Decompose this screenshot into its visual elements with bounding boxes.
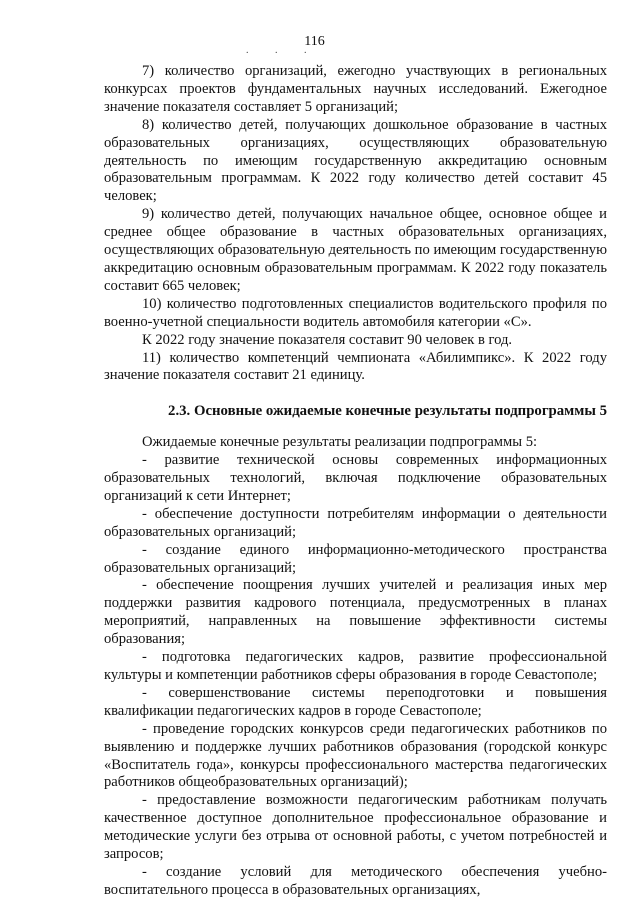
list-item-information-access: - обеспечение доступности потребителям информации о деятельности образовательных организаций; bbox=[104, 505, 607, 540]
page-body bbox=[104, 63, 607, 900]
list-item-teacher-rewards: - обеспечение поощрения лучших учителей и реализация иных мер поддержки развития кадрового потенциала, предусмотренных в планах мероприятий, направленных на повышение эффективности системы образования; bbox=[104, 577, 607, 648]
paragraph-indicator-10: 10) количество подготовленных специалистов водительского профиля по военно-учетной специальности водитель автомобиля категории «С». bbox=[104, 295, 607, 330]
paragraph-indicator-10-value: К 2022 году значение показателя составит 90 человек в год. bbox=[142, 331, 513, 348]
list-item-teacher-training: - подготовка педагогических кадров, развитие профессиональной культуры и компетенции работников сферы образования в городе Севастополе; bbox=[104, 649, 607, 683]
list-item-retraining-system: - совершенствование системы переподготовки и повышения квалификации педагогических кадров в городе Севастополе; bbox=[104, 684, 607, 719]
list-item-city-contests: - проведение городских конкурсов среди педагогических работников по выявлению и поддержке лучших работников образования (городской конкурс «Воспитатель года», конкурсы профессионального мастерства педагогических работников общеобразовательных организаций); bbox=[104, 720, 607, 791]
paragraph-indicator-9: 9) количество детей, получающих начальное общее, основное общее и среднее общее образование в частных образовательных организациях, осуществляющих образовательную деятельность по имеющим государственную аккредитацию основным образовательным программам. К 2022 году показатель составит 665 человек; bbox=[104, 206, 607, 294]
paragraph-results-intro: Ожидаемые конечные результаты реализации подпрограммы 5: bbox=[142, 434, 538, 451]
paragraph-indicator-11: 11) количество компетенций чемпионата «Абилимпикс». К 2022 году значение показателя составит 21 единицу. bbox=[104, 349, 607, 384]
page-number: 116 bbox=[304, 34, 325, 49]
list-item-methodical-support: - создание условий для методического обеспечения учебно-воспитательного процесса в образовательных организациях, bbox=[104, 863, 607, 898]
section-heading: 2.3. Основные ожидаемые конечные результаты подпрограммы 5 bbox=[168, 403, 607, 420]
list-item-unified-space: - создание единого информационно-методического пространства образовательных организаций; bbox=[104, 541, 607, 576]
paragraph-indicator-8: 8) количество детей, получающих дошкольное образование в частных образовательных организациях, осуществляющих образовательную деятельность по имеющим государственную аккредитацию основным образовательным программам. К 2022 году количество детей составит 45 человек; bbox=[104, 116, 607, 205]
paragraph-indicator-7: 7) количество организаций, ежегодно участвующих в региональных конкурсах проектов фундаментальных научных исследований. Ежегодное значение показателя составляет 5 организаций; bbox=[104, 63, 607, 115]
scan-dots: . . . bbox=[246, 45, 319, 56]
list-item-technical-base: - развитие технической основы современных информационных образовательных технологий, включая подключение образовательных организаций к сети Интернет; bbox=[104, 452, 607, 504]
list-item-further-education: - предоставление возможности педагогическим работникам получать качественное доступное дополнительное профессиональное образование и методические услуги без отрыва от основной работы, с учетом потребностей и запросов; bbox=[104, 792, 607, 863]
